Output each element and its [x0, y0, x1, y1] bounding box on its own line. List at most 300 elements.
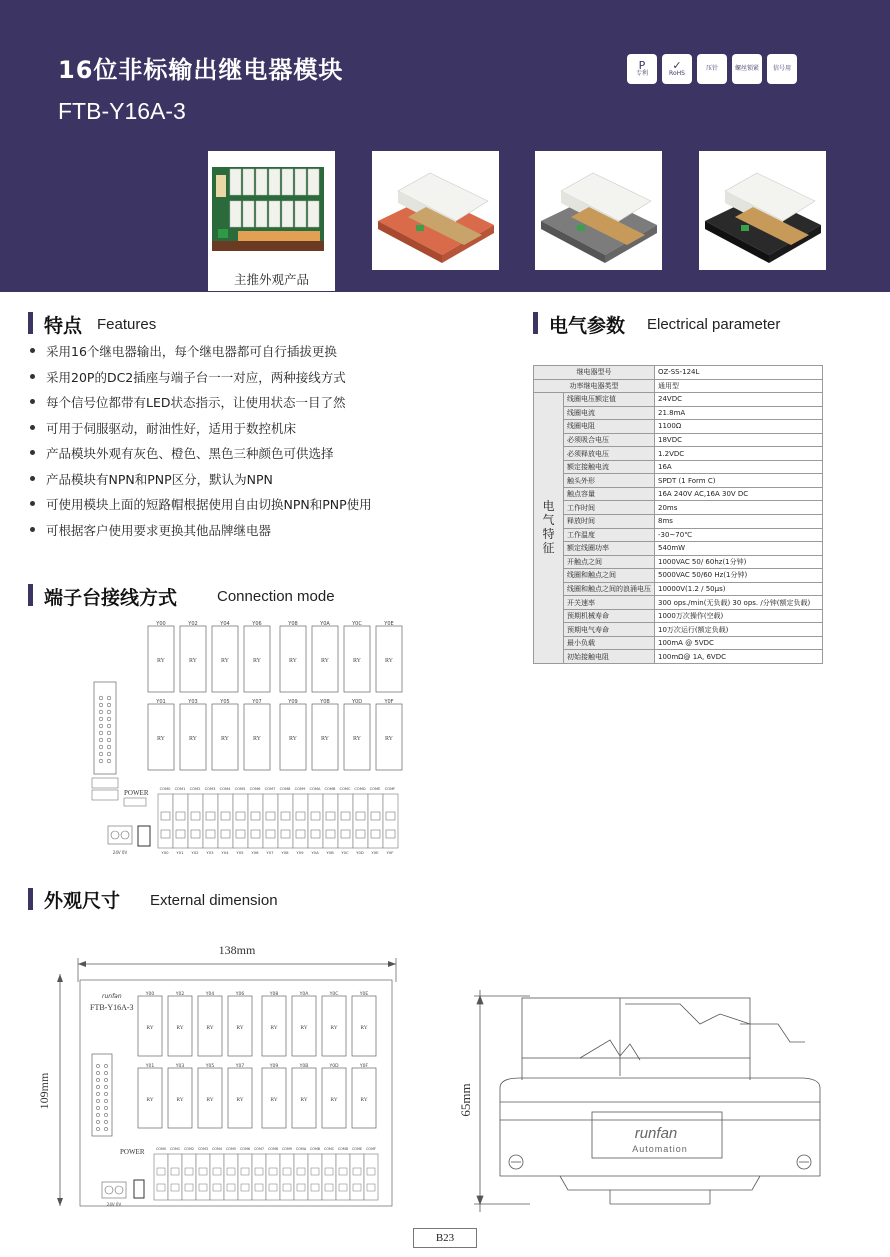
- terminal-block: [173, 794, 188, 848]
- photo-caption: 主推外观产品: [208, 269, 335, 291]
- param-value: 540mW: [655, 542, 823, 556]
- relay-label: RY: [360, 1025, 368, 1031]
- terminal-block: [308, 1154, 322, 1200]
- badge-row: [627, 54, 797, 84]
- param-value: 300 ops./min(无负载) 30 ops. /分钟(额定负载): [655, 596, 823, 610]
- relay-label: RY: [320, 736, 330, 742]
- relay-label: RY: [300, 1025, 308, 1031]
- crimp-pin-icon: 压针: [697, 54, 727, 84]
- jumper: [92, 778, 118, 788]
- relay-led-label: Y09: [288, 699, 298, 705]
- relay-led-label: Y05: [205, 1064, 215, 1069]
- com-label: COMB: [324, 787, 336, 791]
- features-title-en: Features: [97, 316, 157, 333]
- terminal-screw: [176, 812, 185, 820]
- relay-label: RY: [206, 1097, 214, 1103]
- param-value: -30~70℃: [655, 528, 823, 542]
- com-label: COMD: [337, 1147, 349, 1151]
- com-label: COMC: [323, 1147, 335, 1151]
- param-value: 10000V(1.2 / 50μs): [655, 582, 823, 596]
- dc2-connector: [94, 682, 116, 774]
- param-value: 1.2VDC: [655, 447, 823, 461]
- arrow-head: [57, 1198, 63, 1206]
- relay-led-label: Y0D: [329, 1064, 339, 1069]
- param-value: 24VDC: [655, 393, 823, 407]
- feature-item: 采用20P的DC2插座与端子台一一对应，两种接线方式: [30, 368, 372, 394]
- feature-item: 可根据客户使用要求更换其他品牌继电器: [30, 521, 372, 547]
- terminal-block: [350, 1154, 364, 1200]
- com-label: COMF: [366, 1147, 376, 1151]
- terminal-screw: [367, 1168, 375, 1175]
- terminal-block: [280, 1154, 294, 1200]
- param-value: 100mΩ@ 1A, 6VDC: [655, 650, 823, 664]
- table-row: [534, 582, 823, 596]
- relay-led-label: Y04: [205, 992, 215, 997]
- param-label: 线圈和触点之间的浪涌电压: [564, 582, 655, 596]
- y-label: Y08: [281, 850, 289, 855]
- terminal-screw: [191, 830, 200, 838]
- terminal-block: [196, 1154, 210, 1200]
- section-marker: [28, 888, 33, 910]
- y-label: Y05: [236, 850, 244, 855]
- product-photo-orange: [372, 151, 499, 270]
- terminal-block: [336, 1154, 350, 1200]
- terminal-block: [323, 794, 338, 848]
- relay-label: RY: [236, 1025, 244, 1031]
- table-row: [534, 650, 823, 664]
- terminal-screw: [297, 1168, 305, 1175]
- arrow-head: [57, 974, 63, 982]
- y-label: Y0C: [341, 850, 349, 855]
- feature-list: [30, 342, 372, 546]
- param-label: 释放时间: [564, 515, 655, 529]
- relay-label: RY: [236, 1097, 244, 1103]
- terminal-screw: [157, 1168, 165, 1175]
- arrow-head: [78, 961, 86, 967]
- terminal-screw: [161, 812, 170, 820]
- relay-label: RY: [176, 1097, 184, 1103]
- relay-label: RY: [352, 736, 362, 742]
- connection-title-en: Connection mode: [217, 588, 335, 605]
- terminal-screw: [251, 812, 260, 820]
- relay-label: RY: [220, 658, 230, 664]
- electrical-title: 电气参数: [549, 315, 626, 337]
- npn-pnp-jumper: [138, 826, 150, 846]
- terminal-screw: [185, 1184, 193, 1191]
- param-value: 1000VAC 50/ 60hz(1分钟): [655, 555, 823, 569]
- terminal-screw: [341, 830, 350, 838]
- relay-led-label: Y0F: [359, 1064, 369, 1069]
- param-value: 1000万次操作(空载): [655, 609, 823, 623]
- terminal-screw: [353, 1184, 361, 1191]
- relay-label: RY: [156, 736, 166, 742]
- table-row: [534, 447, 823, 461]
- param-value: 21.8mA: [655, 406, 823, 420]
- table-row: [534, 555, 823, 569]
- terminal-screw: [236, 830, 245, 838]
- com-label: COME: [351, 1147, 363, 1151]
- param-label: 额定线圈功率: [564, 542, 655, 556]
- terminal-screw: [341, 812, 350, 820]
- terminal-screw: [356, 812, 365, 820]
- terminal-block: [353, 794, 368, 848]
- terminal-screw: [251, 830, 260, 838]
- table-row: [534, 460, 823, 474]
- terminal-screw: [171, 1168, 179, 1175]
- terminal-screw: [311, 1168, 319, 1175]
- power-label: POWER: [124, 789, 149, 797]
- terminal-screw: [269, 1168, 277, 1175]
- table-row: [534, 433, 823, 447]
- table-row: [534, 569, 823, 583]
- relay-led-label: Y07: [252, 699, 262, 705]
- relay-label: RY: [384, 658, 394, 664]
- com-label: COM4: [211, 1147, 223, 1151]
- terminal-screw: [311, 830, 320, 838]
- terminal-screw: [281, 812, 290, 820]
- param-value: 1100Ω: [655, 420, 823, 434]
- y-label: Y00: [161, 850, 169, 855]
- com-label: COM9: [281, 1147, 293, 1151]
- terminal-screw: [255, 1184, 263, 1191]
- param-label: 开关速率: [564, 596, 655, 610]
- terminal-block: [203, 794, 218, 848]
- y-label: Y02: [191, 850, 199, 855]
- y-label: Y0F: [386, 850, 394, 855]
- terminal-screw: [206, 830, 215, 838]
- supply-label: 24V 0V: [112, 850, 128, 855]
- param-group-label: 电 气 特 征: [534, 393, 564, 664]
- relay-label: RY: [146, 1025, 154, 1031]
- feature-item: 可用于伺服驱动，耐油性好，适用于数控机床: [30, 419, 372, 445]
- feature-item: 每个信号位都带有LED状态指示，让使用状态一目了然: [30, 393, 372, 419]
- relay-label: RY: [156, 658, 166, 664]
- terminal-screw: [206, 812, 215, 820]
- table-row: [534, 366, 823, 380]
- com-label: COMF: [384, 787, 396, 791]
- terminal-block: [294, 1154, 308, 1200]
- param-value: 16A: [655, 460, 823, 474]
- relay-led-label: Y08: [288, 621, 298, 627]
- side-view-dimension-drawing: [460, 990, 860, 1215]
- electrical-title-en: Electrical parameter: [647, 316, 781, 333]
- param-value: 8ms: [655, 515, 823, 529]
- relay-led-label: Y05: [220, 699, 230, 705]
- connection-title: 端子台接线方式: [44, 587, 178, 609]
- y-label: Y0D: [356, 850, 364, 855]
- terminal-block: [182, 1154, 196, 1200]
- terminal-screw: [283, 1168, 291, 1175]
- table-row: [534, 596, 823, 610]
- terminal-block: [278, 794, 293, 848]
- com-label: COME: [369, 787, 381, 791]
- y-label: Y09: [296, 850, 304, 855]
- terminal-screw: [297, 1184, 305, 1191]
- y-label: Y07: [266, 850, 274, 855]
- param-value: 5000VAC 50/60 Hz(1分钟): [655, 569, 823, 583]
- table-row: [534, 623, 823, 637]
- com-label: COM0: [159, 787, 171, 791]
- terminal-screw: [283, 1184, 291, 1191]
- product-photo-black: [699, 151, 826, 270]
- relay-led-label: Y03: [175, 1064, 185, 1069]
- com-label: COM3: [204, 787, 216, 791]
- com-label: COM2: [189, 787, 201, 791]
- terminal-screw: [185, 1168, 193, 1175]
- feature-item: 产品模块外观有灰色、橙色、黑色三种颜色可供选择: [30, 444, 372, 470]
- terminal-block: [218, 794, 233, 848]
- terminal-screw: [266, 812, 275, 820]
- terminal-screw: [227, 1184, 235, 1191]
- terminal-block: [224, 1154, 238, 1200]
- terminal-screw: [296, 812, 305, 820]
- relay-label: RY: [206, 1025, 214, 1031]
- terminal-block: [338, 794, 353, 848]
- terminal-screw: [241, 1184, 249, 1191]
- com-label: COM8: [267, 1147, 279, 1151]
- relay-led-label: Y03: [188, 699, 198, 705]
- param-label: 预期电气寿命: [564, 623, 655, 637]
- param-label: 工作温度: [564, 528, 655, 542]
- section-marker: [28, 312, 33, 334]
- supply-terminal: [108, 826, 132, 844]
- terminal-block: [238, 1154, 252, 1200]
- product-model: FTB-Y16A-3: [58, 98, 186, 124]
- param-label: 必须释放电压: [564, 447, 655, 461]
- table-row: [534, 609, 823, 623]
- relay-led-label: Y02: [175, 992, 185, 997]
- table-row: [534, 487, 823, 501]
- terminal-screw: [339, 1168, 347, 1175]
- electrical-param-table: [533, 365, 823, 664]
- param-label: 预期机械寿命: [564, 609, 655, 623]
- com-label: COM1: [169, 1147, 181, 1151]
- terminal-block: [364, 1154, 378, 1200]
- top-view-dimension-drawing: [30, 936, 420, 1226]
- terminal-block: [154, 1154, 168, 1200]
- com-label: COM6: [239, 1147, 251, 1151]
- y-label: Y04: [221, 850, 229, 855]
- relay-label: RY: [270, 1025, 278, 1031]
- relay-label: RY: [188, 736, 198, 742]
- terminal-screw: [199, 1184, 207, 1191]
- table-row: [534, 501, 823, 515]
- relay-led-label: Y04: [220, 621, 230, 627]
- com-label: COM7: [264, 787, 276, 791]
- com-label: COMA: [309, 787, 321, 791]
- relay-led-label: Y01: [156, 699, 166, 705]
- com-label: COM3: [197, 1147, 209, 1151]
- relay-label: RY: [220, 736, 230, 742]
- y-label: Y01: [176, 850, 184, 855]
- relay-label: RY: [352, 658, 362, 664]
- signal-icon: 信号用: [767, 54, 797, 84]
- relay-led-label: Y0B: [320, 699, 330, 705]
- relay-led-label: Y01: [145, 1064, 155, 1069]
- board-model: FTB-Y16A-3: [90, 1003, 134, 1012]
- param-label: 额定接触电流: [564, 460, 655, 474]
- page-number: B23: [413, 1228, 477, 1248]
- table-row: [534, 515, 823, 529]
- y-label: Y03: [206, 850, 214, 855]
- terminal-screw: [227, 1168, 235, 1175]
- terminal-block: [188, 794, 203, 848]
- table-row: [534, 528, 823, 542]
- terminal-block: [263, 794, 278, 848]
- param-label: 线圈电流: [564, 406, 655, 420]
- terminal-block: [368, 794, 383, 848]
- relay-led-label: Y09: [269, 1064, 279, 1069]
- com-label: COMC: [339, 787, 351, 791]
- rohs-icon: ✓ RoHS: [662, 54, 692, 84]
- feature-item: 采用16个继电器输出，每个继电器都可自行插拔更换: [30, 342, 372, 368]
- terminal-screw: [161, 830, 170, 838]
- feature-item: 可使用模块上面的短路帽根据使用自由切换NPN和PNP使用: [30, 495, 372, 521]
- relay-label: RY: [360, 1097, 368, 1103]
- relay-led-label: Y0C: [352, 621, 362, 627]
- depth-dimension-label: 65mm: [458, 1083, 473, 1117]
- relay-label: RY: [384, 736, 394, 742]
- relay-led-label: Y0E: [359, 992, 369, 997]
- param-label: 线圈和触点之间: [564, 569, 655, 583]
- relay-label: RY: [320, 658, 330, 664]
- features-title: 特点: [44, 315, 83, 337]
- param-value: 18VDC: [655, 433, 823, 447]
- table-row: [534, 406, 823, 420]
- dimension-title-en: External dimension: [150, 892, 278, 909]
- terminal-screw: [386, 812, 395, 820]
- com-label: COMA: [295, 1147, 307, 1151]
- terminal-screw: [353, 1168, 361, 1175]
- com-label: COM2: [183, 1147, 195, 1151]
- relay-label: RY: [188, 658, 198, 664]
- terminal-block: [168, 1154, 182, 1200]
- param-value: 通用型: [655, 379, 823, 393]
- relay-label: RY: [176, 1025, 184, 1031]
- param-label: 功率继电器类型: [534, 379, 655, 393]
- table-row: [534, 636, 823, 650]
- relay-led-label: Y02: [188, 621, 198, 627]
- brand-logo-sub: Automation: [632, 1144, 688, 1154]
- terminal-screw: [176, 830, 185, 838]
- terminal-screw: [326, 830, 335, 838]
- com-label: COM1: [174, 787, 186, 791]
- com-label: COMD: [354, 787, 366, 791]
- param-label: 必须吸合电压: [564, 433, 655, 447]
- terminal-screw: [221, 830, 230, 838]
- product-title: 16位非标输出继电器模块: [58, 56, 344, 84]
- param-value: 16A 240V AC,16A 30V DC: [655, 487, 823, 501]
- table-row: [534, 542, 823, 556]
- com-label: COM7: [253, 1147, 265, 1151]
- terminal-screw: [325, 1168, 333, 1175]
- relay-led-label: Y0E: [384, 621, 394, 627]
- relay-led-label: Y0A: [299, 992, 309, 997]
- dimension-title: 外观尺寸: [44, 890, 121, 912]
- y-label: Y0E: [371, 850, 379, 855]
- param-value: 20ms: [655, 501, 823, 515]
- terminal-screw: [269, 1184, 277, 1191]
- supply-label: 24V 0V: [106, 1202, 122, 1207]
- terminal-block: [248, 794, 263, 848]
- product-photo-grey: [535, 151, 662, 270]
- param-label: 线圈电压额定值: [564, 393, 655, 407]
- width-dimension-label: 138mm: [218, 943, 256, 957]
- relay-label: RY: [330, 1097, 338, 1103]
- relay-led-label: Y0A: [320, 621, 330, 627]
- terminal-block: [252, 1154, 266, 1200]
- table-row: [534, 420, 823, 434]
- relay-label: RY: [252, 736, 262, 742]
- terminal-screw: [311, 1184, 319, 1191]
- npn-pnp-jumper: [134, 1180, 144, 1198]
- terminal-screw: [386, 830, 395, 838]
- table-row: [534, 393, 823, 407]
- terminal-screw: [367, 1184, 375, 1191]
- relay-label: RY: [288, 736, 298, 742]
- relay-led-label: Y07: [235, 1064, 245, 1069]
- terminal-screw: [191, 812, 200, 820]
- param-label: 继电器型号: [534, 366, 655, 380]
- supply-terminal: [102, 1182, 126, 1198]
- screw-lock-icon: 螺丝锁紧: [732, 54, 762, 84]
- power-led: [124, 798, 146, 806]
- terminal-block: [158, 794, 173, 848]
- height-dimension-label: 109mm: [37, 1072, 51, 1110]
- dc2-connector: [92, 1054, 112, 1136]
- relay-label: RY: [288, 658, 298, 664]
- com-label: COM9: [294, 787, 306, 791]
- param-value: OZ-SS-124L: [655, 366, 823, 380]
- jumper: [92, 790, 118, 800]
- terminal-screw: [311, 812, 320, 820]
- com-label: COMB: [309, 1147, 321, 1151]
- terminal-screw: [371, 812, 380, 820]
- relay-led-label: Y00: [145, 992, 155, 997]
- relay-led-label: Y06: [252, 621, 262, 627]
- com-label: COM8: [279, 787, 291, 791]
- param-value: 100mA @ 5VDC: [655, 636, 823, 650]
- board-brand: runfan: [102, 993, 122, 1000]
- y-label: Y0B: [326, 850, 334, 855]
- com-label: COM4: [219, 787, 231, 791]
- param-value: 10万次运行(额定负载): [655, 623, 823, 637]
- patent-icon: P 专利: [627, 54, 657, 84]
- terminal-screw: [266, 830, 275, 838]
- param-label: 最小负载: [564, 636, 655, 650]
- com-label: COM5: [234, 787, 246, 791]
- param-label: 触头外形: [564, 474, 655, 488]
- relay-label: RY: [270, 1097, 278, 1103]
- relay-label: RY: [252, 658, 262, 664]
- relay-led-label: Y0D: [351, 699, 363, 705]
- com-label: COM5: [225, 1147, 237, 1151]
- relay-led-label: Y08: [269, 992, 279, 997]
- terminal-screw: [236, 812, 245, 820]
- brand-logo: runfan: [634, 1125, 678, 1142]
- terminal-block: [308, 794, 323, 848]
- terminal-block: [210, 1154, 224, 1200]
- terminal-screw: [326, 812, 335, 820]
- param-label: 工作时间: [564, 501, 655, 515]
- terminal-screw: [171, 1184, 179, 1191]
- connection-diagram: [80, 618, 410, 863]
- terminal-screw: [213, 1184, 221, 1191]
- param-label: 触点容量: [564, 487, 655, 501]
- section-marker: [28, 584, 33, 606]
- product-photo-bare: [208, 151, 335, 270]
- param-label: 开触点之间: [564, 555, 655, 569]
